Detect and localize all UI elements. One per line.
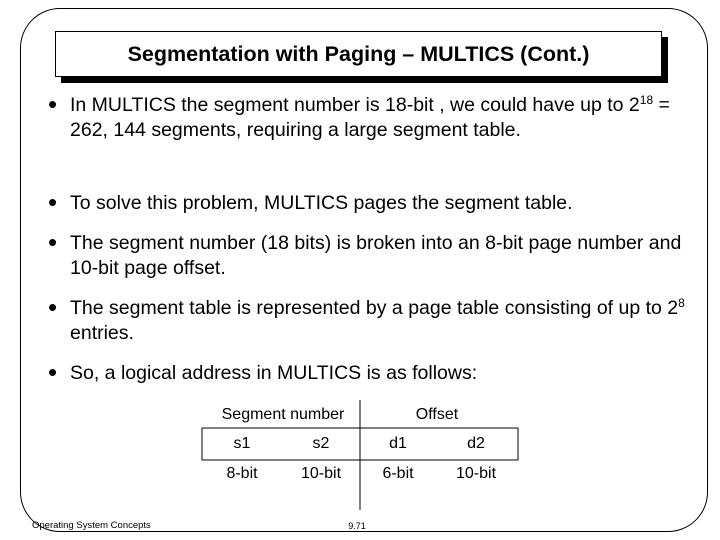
bullet-text: entries. <box>70 322 134 344</box>
offset-label: Offset <box>415 406 459 423</box>
bullet-text: In MULTICS the segment number is 18-bit , we could have up to 2 <box>70 94 640 116</box>
size-d1: 6-bit <box>382 465 414 482</box>
field-d1: d1 <box>389 435 407 452</box>
size-d2: 10-bit <box>455 465 497 482</box>
slide-title: Segmentation with Paging – MULTICS (Cont.) <box>127 41 590 66</box>
bullet-dot: • <box>48 187 58 217</box>
bullet-text: The segment table is represented by a page table consisting of up to 2 <box>70 297 679 319</box>
page-number: 9.71 <box>348 521 366 531</box>
field-s1: s1 <box>233 435 251 452</box>
superscript: 8 <box>678 296 685 310</box>
size-s2: 10-bit <box>300 465 342 482</box>
bullet-text: So, a logical address in MULTICS is as follows: <box>70 362 478 384</box>
bullet-dot: • <box>48 227 58 257</box>
field-s2: s2 <box>312 435 330 452</box>
bullet-text: = 262, 144 segments, requiring a large segment table. <box>70 94 670 141</box>
bullet-text: The segment number (18 bits) is broken into an 8-bit page number and 10-bit page offset. <box>70 232 682 279</box>
field-d2: d2 <box>467 435 485 452</box>
bullet-dot: • <box>48 292 58 322</box>
segment-number-label: Segment number <box>221 406 345 423</box>
footer-course: Operating System Concepts <box>32 520 151 531</box>
bullet-dot: • <box>48 89 58 119</box>
bullet-text: To solve this problem, MULTICS pages the segment table. <box>70 192 573 214</box>
superscript: 18 <box>639 93 654 107</box>
bullet-dot: • <box>48 357 58 387</box>
size-s1: 8-bit <box>226 465 258 482</box>
